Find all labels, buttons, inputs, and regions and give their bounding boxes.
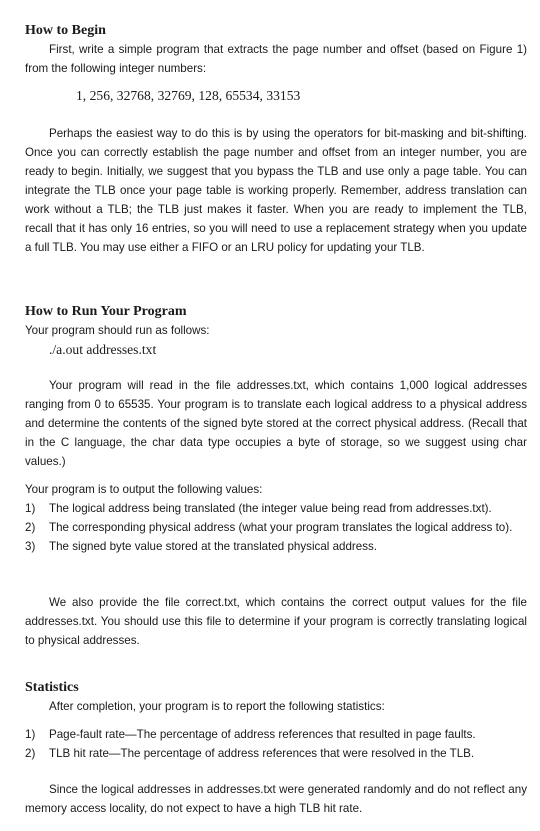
integer-numbers: 1, 256, 32768, 32769, 128, 65534, 33153 [76,88,301,103]
list-text: The signed byte value stored at the translated physical address. [49,540,378,553]
list-text: The corresponding physical address (what your program translates the logical address to). [49,521,513,534]
output-list [25,499,527,556]
stats-intro: After completion, your program is to report the following statistics: [49,700,385,713]
run-command: ./a.out addresses.txt [49,342,157,357]
run-paragraph: Your program will read in the file addresses.txt, which contains 1,000 logical addresses ranging from 0 to 65535. Your program is to translate each logical address to a physical address and determine the contents of the signed byte stored at the correct physical address. (Recall that in the C language, the char data type occupies a byte of storage, so we suggest using char values.) [25,379,527,468]
list-text: TLB hit rate—The percentage of address references that were resolved in the TLB. [49,747,475,760]
list-item [25,518,527,537]
list-item [25,744,527,763]
stats-list [25,725,527,763]
list-item [25,499,527,518]
heading-how-to-begin: How to Begin [25,23,106,38]
list-number: 2) [25,521,36,534]
heading-how-to-run: How to Run Your Program [25,304,187,319]
begin-intro: First, write a simple program that extracts the page number and offset (based on Figure 1) from the following integer numbers: [25,43,527,75]
list-text: The logical address being translated (the integer value being read from addresses.txt). [49,502,492,515]
list-item [25,537,527,556]
heading-statistics: Statistics [25,680,79,695]
list-number: 1) [25,502,36,515]
list-number: 3) [25,540,36,553]
correct-file-paragraph: We also provide the file correct.txt, which contains the correct output values for the file addresses.txt. You should use this file to determine if your program is correctly translating logical to physical addresses. [25,596,527,647]
list-number: 1) [25,728,36,741]
list-item [25,725,527,744]
output-intro: Your program is to output the following values: [25,483,263,496]
list-number: 2) [25,747,36,760]
stats-paragraph: Since the logical addresses in addresses.txt were generated randomly and do not reflect any memory access locality, do not expect to have a high TLB hit rate. [25,783,527,815]
begin-paragraph: Perhaps the easiest way to do this is by using the operators for bit-masking and bit-shifting. Once you can correctly establish the page number and offset from an integer number, you are ready to begin. Initially, we suggest that you bypass the TLB and use only a page table. You can integrate the TLB once your page table is working properly. Remember, address translation can work without a TLB; the TLB just makes it faster. When you are ready to implement the TLB, recall that it has only 16 entries, so you will need to use a replacement strategy when you update a full TLB. You may use either a FIFO or an LRU policy for updating your TLB. [25,127,527,254]
list-text: Page-fault rate—The percentage of address references that resulted in page faults. [49,728,476,741]
run-intro: Your program should run as follows: [25,324,210,337]
